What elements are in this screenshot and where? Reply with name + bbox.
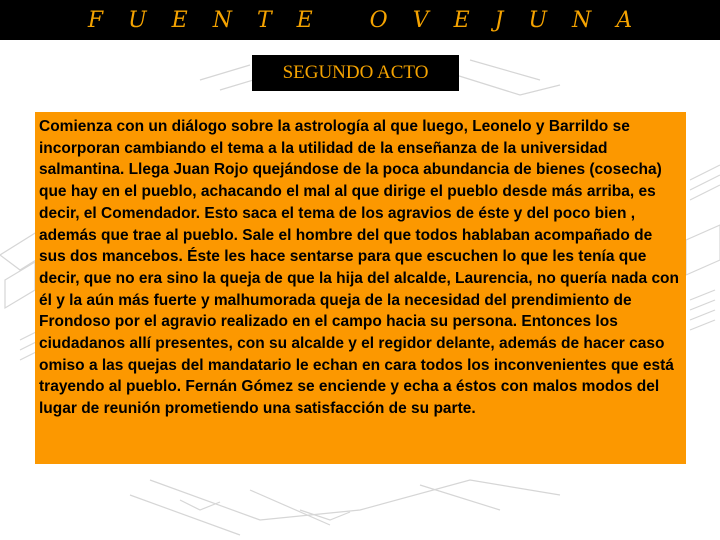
page-title: F U E N T E O V E J U N A	[87, 7, 642, 33]
act-heading: SEGUNDO ACTO	[282, 62, 429, 83]
summary-panel	[35, 112, 686, 464]
summary-text: Comienza con un diálogo sobre la astrología al que luego, Leonelo y Barrildo se incorporan cambiando el tema a la utilidad de la enseñanza de la universidad salmantina. Llega Juan Rojo quejándose de la poca abundancia de bienes (cosecha) que hay en el pueblo, achacando el mal al que dirige el pueblo desde más arriba, es decir, el Comendador. Esto saca el tema de los agravios de éste y del poco bien , además que trae al pueblo. Sale el hombre del que todos hablaban acompañado de sus dos mancebos. Éste les hace sentarse para que escuchen lo que les tenía que decir, que no era sino la queja de que la hija del alcalde, Laurencia, no quería nada con él y la aún más fuerte y malhumorada queja de la necesidad del prendimiento de Frondoso por el agravio realizado en el campo hacia su persona. Entonces los ciudadanos allí presentes, con su alcalde y el regidor delante, además de hacer caso omiso a las quejas del mandatario le echan en cara todos los inconvenientes que está trayendo al pueblo. Fernán Gómez se enciende y echa a éstos con malos modos del lugar de reunión prometiendo una satisfacción de su parte.	[39, 118, 679, 418]
title-bar	[0, 0, 720, 40]
act-heading-box	[252, 55, 459, 91]
